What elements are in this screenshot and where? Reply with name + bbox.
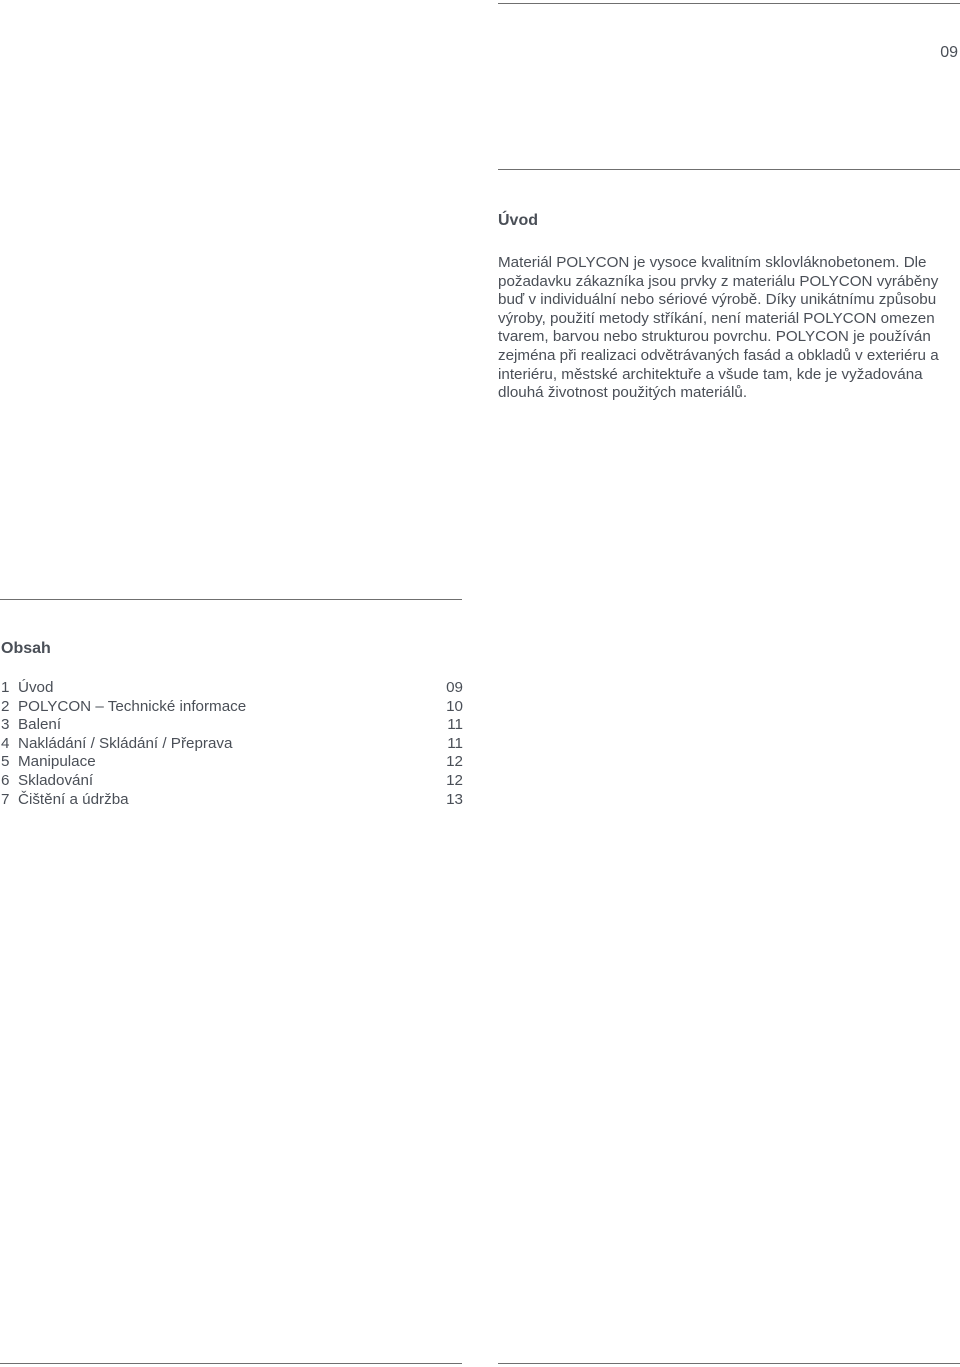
toc-item-storage[interactable] xyxy=(1,772,463,791)
toc-item-page: 12 xyxy=(446,771,463,789)
toc-item-number: 4 xyxy=(1,734,10,752)
toc-item-number: 2 xyxy=(1,697,10,715)
toc-item-page: 12 xyxy=(446,753,463,771)
toc-item-page: 11 xyxy=(447,716,463,734)
toc-item-title: Skladování xyxy=(18,771,94,789)
toc-item-title: Balení xyxy=(18,716,62,734)
toc-item-title: Manipulace xyxy=(18,753,96,771)
bottom-right-divider xyxy=(498,1363,960,1364)
top-right-divider xyxy=(498,3,960,4)
toc-item-page: 10 xyxy=(446,697,463,715)
intro-divider xyxy=(498,169,960,170)
toc-heading: Obsah xyxy=(1,640,51,657)
toc-item-number: 6 xyxy=(1,771,10,789)
toc-item-uvod[interactable] xyxy=(1,679,463,698)
toc-item-loading[interactable] xyxy=(1,735,463,754)
toc-item-number: 7 xyxy=(1,790,10,808)
toc-item-title: Úvod xyxy=(18,679,54,696)
toc-item-title: Nakládání / Skládání / Přeprava xyxy=(18,734,233,752)
page-number: 09 xyxy=(940,44,958,61)
toc-item-page: 11 xyxy=(447,734,463,752)
toc-list xyxy=(1,679,463,809)
toc-item-page: 09 xyxy=(446,679,463,696)
toc-item-page: 13 xyxy=(446,790,463,808)
toc-item-number: 5 xyxy=(1,753,10,771)
toc-item-title: POLYCON – Technické informace xyxy=(18,697,247,715)
table-of-contents xyxy=(1,638,463,809)
intro-section xyxy=(498,210,956,403)
toc-item-title: Čištění a údržba xyxy=(18,790,129,808)
intro-paragraph: Materiál POLYCON je vysoce kvalitním sklovláknobetonem. Dle požadavku zákazníka jsou prvky z materiálu POLYCON vyráběny buď v individuální nebo sériové výrobě. Díky unikátnímu způsobu výroby, použití metody stříkání, není materiál POLYCON omezen tvarem, barvou nebo strukturou povrchu. POLYCON je používán zejména při realizaci odvětrávaných fasád a obkladů v exteriéru a interiéru, městské architektuře a všude tam, kde je vyžadována dlouhá životnost použitých materiálů. xyxy=(498,254,939,402)
toc-divider xyxy=(0,599,462,600)
toc-item-number: 3 xyxy=(1,716,10,734)
toc-item-packaging[interactable] xyxy=(1,716,463,735)
intro-heading: Úvod xyxy=(498,212,538,229)
toc-item-handling[interactable] xyxy=(1,753,463,772)
bottom-left-divider xyxy=(0,1363,462,1364)
toc-item-number: 1 xyxy=(1,679,10,696)
toc-item-technical-info[interactable] xyxy=(1,698,463,717)
toc-item-cleaning[interactable] xyxy=(1,791,463,810)
